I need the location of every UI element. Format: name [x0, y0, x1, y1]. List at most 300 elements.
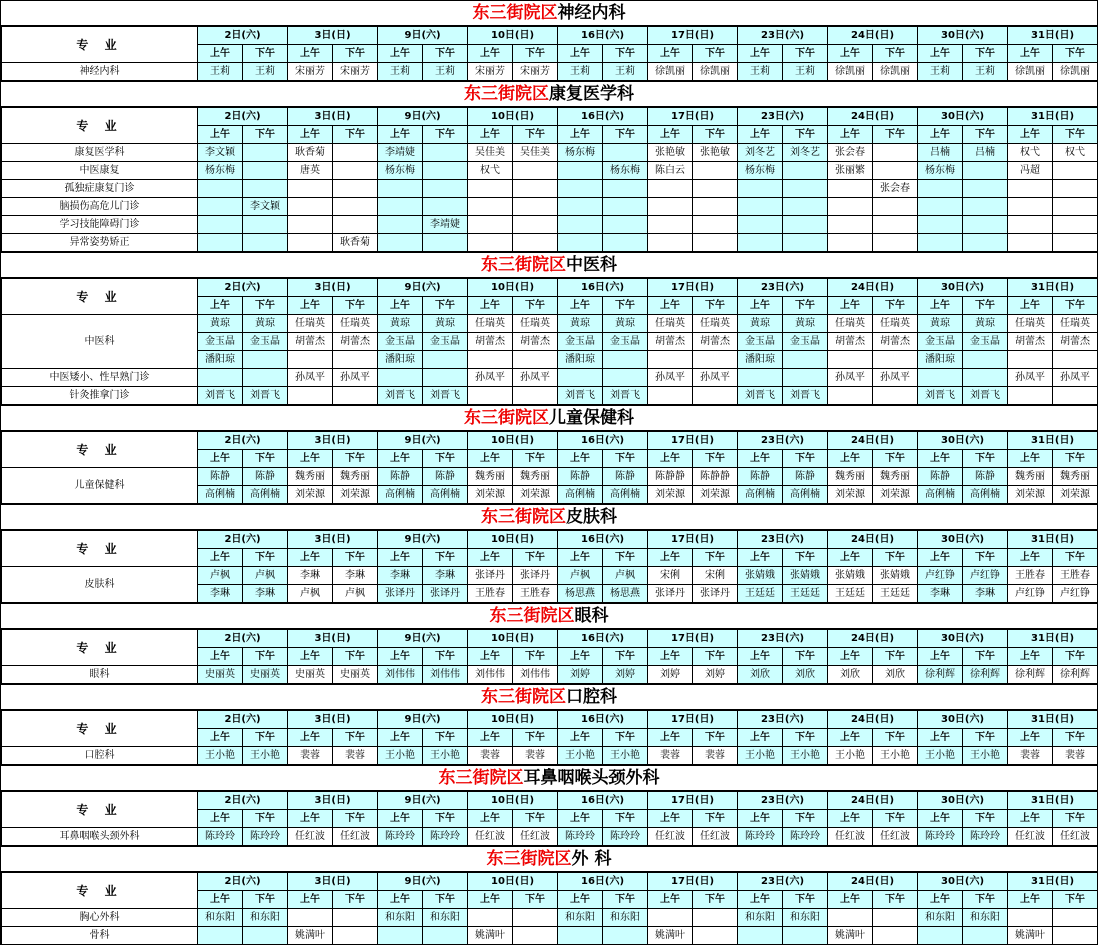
doctor-cell: 宋丽芳 — [333, 63, 378, 81]
doctor-cell — [243, 216, 288, 234]
doctor-cell: 任红波 — [1053, 828, 1098, 846]
department-name: 皮肤科 — [566, 507, 617, 527]
pm-header: 下午 — [783, 810, 828, 828]
doctor-cell: 任红波 — [1008, 828, 1053, 846]
date-header: 2日(六) — [198, 711, 288, 729]
doctor-cell: 王小艳 — [198, 747, 243, 765]
doctor-cell: 宋丽芳 — [513, 63, 558, 81]
am-header: 上午 — [198, 648, 243, 666]
specialty-header: 专 业 — [2, 630, 198, 666]
doctor-cell: 孙凤平 — [828, 369, 873, 387]
date-header: 16日(六) — [558, 27, 648, 45]
doctor-cell: 高俐楠 — [378, 486, 423, 504]
doctor-cell — [783, 351, 828, 369]
doctor-cell: 陈静 — [243, 468, 288, 486]
doctor-cell: 杨东梅 — [378, 162, 423, 180]
schedule-table — [1, 710, 1098, 765]
doctor-cell: 姚满叶 — [468, 927, 513, 945]
pm-header: 下午 — [873, 450, 918, 468]
doctor-cell: 宋丽芳 — [288, 63, 333, 81]
doctor-cell: 胡蕾杰 — [468, 333, 513, 351]
doctor-cell: 史丽英 — [198, 666, 243, 684]
department-name: 耳鼻咽喉头颈外科 — [523, 768, 660, 788]
specialty-label: 康复医学科 — [2, 144, 198, 162]
pm-header: 下午 — [513, 648, 558, 666]
am-header: 上午 — [1008, 126, 1053, 144]
am-header: 上午 — [378, 810, 423, 828]
date-header: 31日(日) — [1008, 531, 1098, 549]
date-header: 24日(日) — [828, 630, 918, 648]
date-header: 31日(日) — [1008, 108, 1098, 126]
am-header: 上午 — [828, 891, 873, 909]
campus-name: 东三街院区 — [481, 255, 566, 275]
doctor-cell — [378, 180, 423, 198]
doctor-cell: 刘伟伟 — [378, 666, 423, 684]
pm-header: 下午 — [423, 45, 468, 63]
doctor-cell: 陈静 — [603, 468, 648, 486]
doctor-cell: 李琳 — [288, 567, 333, 585]
am-header: 上午 — [918, 648, 963, 666]
doctor-cell: 姚满叶 — [1008, 927, 1053, 945]
doctor-cell — [333, 351, 378, 369]
date-header-row — [2, 630, 1098, 648]
doctor-cell: 吴佳美 — [468, 144, 513, 162]
doctor-cell — [333, 162, 378, 180]
doctor-cell — [738, 369, 783, 387]
doctor-cell: 陈静静 — [693, 468, 738, 486]
am-header: 上午 — [828, 729, 873, 747]
department-name: 外 科 — [571, 849, 612, 869]
date-header: 30日(六) — [918, 873, 1008, 891]
doctor-cell — [558, 234, 603, 252]
date-header: 17日(日) — [648, 27, 738, 45]
doctor-cell: 和东阳 — [378, 909, 423, 927]
doctor-cell: 刘荣源 — [468, 486, 513, 504]
doctor-cell — [243, 144, 288, 162]
doctor-cell — [648, 909, 693, 927]
section-title — [1, 603, 1097, 629]
doctor-cell: 黄琼 — [963, 315, 1008, 333]
specialty-header: 专 业 — [2, 27, 198, 63]
doctor-cell: 李琳 — [423, 567, 468, 585]
doctor-cell: 孙凤平 — [693, 369, 738, 387]
doctor-cell — [378, 234, 423, 252]
date-header: 9日(六) — [378, 108, 468, 126]
schedule-table — [1, 431, 1098, 504]
date-header: 31日(日) — [1008, 792, 1098, 810]
doctor-cell — [603, 234, 648, 252]
schedule-table — [1, 530, 1098, 603]
doctor-cell: 裴蓉 — [288, 747, 333, 765]
doctor-cell: 孙凤平 — [873, 369, 918, 387]
pm-header: 下午 — [603, 45, 648, 63]
date-header: 3日(日) — [288, 279, 378, 297]
doctor-cell: 王小艳 — [603, 747, 648, 765]
am-header: 上午 — [378, 126, 423, 144]
doctor-cell: 卢枫 — [288, 585, 333, 603]
doctor-cell — [288, 909, 333, 927]
doctor-cell: 李文颖 — [243, 198, 288, 216]
pm-header: 下午 — [1053, 891, 1098, 909]
am-header: 上午 — [558, 648, 603, 666]
specialty-label: 异常姿势矫正 — [2, 234, 198, 252]
doctor-cell: 刘欣 — [783, 666, 828, 684]
doctor-cell: 任红波 — [288, 828, 333, 846]
doctor-cell: 王小艳 — [423, 747, 468, 765]
doctor-cell: 魏秀丽 — [513, 468, 558, 486]
doctor-cell: 吴佳美 — [513, 144, 558, 162]
specialty-label: 针灸推拿门诊 — [2, 387, 198, 405]
pm-header: 下午 — [513, 729, 558, 747]
date-header: 10日(日) — [468, 279, 558, 297]
am-header: 上午 — [828, 648, 873, 666]
pm-header: 下午 — [603, 297, 648, 315]
date-header: 9日(六) — [378, 873, 468, 891]
doctor-cell: 金玉晶 — [558, 333, 603, 351]
section-title — [1, 684, 1097, 710]
pm-header: 下午 — [333, 297, 378, 315]
specialty-label: 神经内科 — [2, 63, 198, 81]
doctor-cell: 卢红铮 — [963, 567, 1008, 585]
schedule-table — [1, 791, 1098, 846]
pm-header: 下午 — [333, 891, 378, 909]
am-header: 上午 — [468, 810, 513, 828]
am-header: 上午 — [468, 450, 513, 468]
doctor-cell — [513, 198, 558, 216]
campus-name: 东三街院区 — [464, 84, 549, 104]
doctor-cell: 李琳 — [963, 585, 1008, 603]
am-header: 上午 — [468, 549, 513, 567]
doctor-cell — [738, 198, 783, 216]
doctor-cell: 高俐楠 — [918, 486, 963, 504]
doctor-cell: 黄琼 — [378, 315, 423, 333]
doctor-cell — [243, 234, 288, 252]
am-header: 上午 — [1008, 450, 1053, 468]
doctor-cell: 杨东梅 — [918, 162, 963, 180]
doctor-cell: 张婧娥 — [783, 567, 828, 585]
date-header: 10日(日) — [468, 792, 558, 810]
date-header: 16日(六) — [558, 792, 648, 810]
date-header: 30日(六) — [918, 432, 1008, 450]
doctor-cell: 张译丹 — [423, 585, 468, 603]
am-header: 上午 — [288, 648, 333, 666]
doctor-cell: 刘冬艺 — [738, 144, 783, 162]
doctor-cell — [513, 927, 558, 945]
pm-header: 下午 — [693, 810, 738, 828]
doctor-cell: 姚满叶 — [828, 927, 873, 945]
pm-header: 下午 — [693, 45, 738, 63]
doctor-cell: 王莉 — [243, 63, 288, 81]
pm-header: 下午 — [963, 810, 1008, 828]
pm-header: 下午 — [603, 648, 648, 666]
am-header: 上午 — [378, 549, 423, 567]
doctor-cell: 胡蕾杰 — [873, 333, 918, 351]
date-header: 3日(日) — [288, 711, 378, 729]
doctor-cell: 王胜春 — [1053, 567, 1098, 585]
pm-header: 下午 — [423, 450, 468, 468]
pm-header: 下午 — [873, 549, 918, 567]
date-header-row — [2, 27, 1098, 45]
doctor-cell — [333, 144, 378, 162]
doctor-cell — [1008, 216, 1053, 234]
doctor-cell — [828, 909, 873, 927]
doctor-cell — [198, 369, 243, 387]
am-header: 上午 — [828, 549, 873, 567]
doctor-cell: 陈静 — [558, 468, 603, 486]
am-header: 上午 — [918, 45, 963, 63]
doctor-cell: 刘荣源 — [648, 486, 693, 504]
doctor-cell: 张译丹 — [693, 585, 738, 603]
doctor-cell: 王莉 — [963, 63, 1008, 81]
doctor-cell: 徐利辉 — [1053, 666, 1098, 684]
doctor-cell — [198, 234, 243, 252]
section-title — [1, 504, 1097, 530]
doctor-cell: 宋丽芳 — [468, 63, 513, 81]
pm-header: 下午 — [1053, 450, 1098, 468]
date-header: 10日(日) — [468, 873, 558, 891]
table-row — [2, 747, 1098, 765]
table-row — [2, 369, 1098, 387]
doctor-cell: 和东阳 — [423, 909, 468, 927]
doctor-cell — [513, 216, 558, 234]
doctor-cell: 任红波 — [648, 828, 693, 846]
table-row — [2, 63, 1098, 81]
doctor-cell: 黄琼 — [198, 315, 243, 333]
doctor-cell: 高俐楠 — [198, 486, 243, 504]
am-header: 上午 — [918, 810, 963, 828]
doctor-cell — [873, 216, 918, 234]
am-header: 上午 — [918, 729, 963, 747]
doctor-cell: 潘阳琼 — [198, 351, 243, 369]
am-header: 上午 — [1008, 45, 1053, 63]
section-title — [1, 81, 1097, 107]
doctor-cell — [873, 909, 918, 927]
doctor-cell: 王胜春 — [468, 585, 513, 603]
doctor-cell: 王莉 — [918, 63, 963, 81]
campus-name: 东三街院区 — [481, 507, 566, 527]
am-header: 上午 — [558, 549, 603, 567]
doctor-cell: 张译丹 — [648, 585, 693, 603]
pm-header: 下午 — [513, 297, 558, 315]
date-header: 2日(六) — [198, 792, 288, 810]
doctor-cell — [828, 198, 873, 216]
pm-header: 下午 — [603, 891, 648, 909]
campus-name: 东三街院区 — [472, 3, 558, 23]
doctor-cell: 刘晋飞 — [963, 387, 1008, 405]
pm-header: 下午 — [333, 450, 378, 468]
pm-header: 下午 — [963, 729, 1008, 747]
doctor-cell: 刘荣源 — [333, 486, 378, 504]
doctor-cell — [918, 216, 963, 234]
pm-header: 下午 — [243, 810, 288, 828]
am-header: 上午 — [198, 126, 243, 144]
doctor-cell — [468, 351, 513, 369]
doctor-cell — [468, 234, 513, 252]
doctor-cell — [468, 216, 513, 234]
doctor-cell — [648, 198, 693, 216]
doctor-cell — [693, 351, 738, 369]
pm-header: 下午 — [513, 450, 558, 468]
doctor-cell: 潘阳琼 — [378, 351, 423, 369]
doctor-cell — [648, 387, 693, 405]
doctor-cell: 王莉 — [603, 63, 648, 81]
pm-header: 下午 — [1053, 126, 1098, 144]
doctor-cell: 任瑞英 — [873, 315, 918, 333]
date-header: 23日(六) — [738, 531, 828, 549]
doctor-cell — [693, 198, 738, 216]
doctor-cell: 金玉晶 — [738, 333, 783, 351]
date-header-row — [2, 108, 1098, 126]
date-header: 3日(日) — [288, 432, 378, 450]
doctor-cell: 王小艳 — [828, 747, 873, 765]
doctor-cell — [558, 180, 603, 198]
pm-header: 下午 — [243, 549, 288, 567]
table-row — [2, 234, 1098, 252]
doctor-cell: 金玉晶 — [378, 333, 423, 351]
doctor-cell: 陈静 — [198, 468, 243, 486]
doctor-cell: 徐凯丽 — [873, 63, 918, 81]
am-header: 上午 — [288, 810, 333, 828]
am-header: 上午 — [1008, 549, 1053, 567]
doctor-cell — [918, 180, 963, 198]
pm-header: 下午 — [423, 891, 468, 909]
doctor-cell — [693, 234, 738, 252]
am-header: 上午 — [738, 297, 783, 315]
doctor-cell — [288, 351, 333, 369]
doctor-cell: 刘婷 — [648, 666, 693, 684]
date-header: 2日(六) — [198, 108, 288, 126]
doctor-cell: 任瑞英 — [828, 315, 873, 333]
specialty-header: 专 业 — [2, 432, 198, 468]
doctor-cell: 任红波 — [693, 828, 738, 846]
section-title — [1, 765, 1097, 791]
pm-header: 下午 — [873, 45, 918, 63]
doctor-cell — [423, 927, 468, 945]
date-header: 24日(日) — [828, 279, 918, 297]
doctor-cell — [378, 369, 423, 387]
doctor-cell — [333, 216, 378, 234]
pm-header: 下午 — [333, 549, 378, 567]
doctor-cell: 魏秀丽 — [873, 468, 918, 486]
am-header: 上午 — [198, 729, 243, 747]
pm-header: 下午 — [243, 729, 288, 747]
doctor-cell: 张丽繁 — [828, 162, 873, 180]
am-header: 上午 — [918, 126, 963, 144]
am-header: 上午 — [828, 45, 873, 63]
date-header: 30日(六) — [918, 279, 1008, 297]
pm-header: 下午 — [963, 126, 1008, 144]
doctor-cell: 卢枫 — [603, 567, 648, 585]
doctor-cell — [468, 387, 513, 405]
doctor-cell: 潘阳琼 — [738, 351, 783, 369]
doctor-cell: 史丽英 — [333, 666, 378, 684]
doctor-cell: 徐凯丽 — [693, 63, 738, 81]
doctor-cell — [783, 234, 828, 252]
doctor-cell — [423, 162, 468, 180]
doctor-cell — [513, 162, 558, 180]
am-header: 上午 — [648, 891, 693, 909]
date-header: 24日(日) — [828, 108, 918, 126]
doctor-cell: 刘荣源 — [828, 486, 873, 504]
doctor-cell — [1053, 351, 1098, 369]
doctor-cell: 高俐楠 — [243, 486, 288, 504]
specialty-header: 专 业 — [2, 108, 198, 144]
doctor-cell — [1008, 180, 1053, 198]
doctor-cell: 张会春 — [873, 180, 918, 198]
doctor-cell: 和东阳 — [963, 909, 1008, 927]
doctor-cell: 张译丹 — [513, 567, 558, 585]
specialty-label: 中医科 — [2, 315, 198, 369]
specialty-label: 孤独症康复门诊 — [2, 180, 198, 198]
date-header: 24日(日) — [828, 27, 918, 45]
pm-header: 下午 — [423, 126, 468, 144]
date-header: 23日(六) — [738, 27, 828, 45]
am-header: 上午 — [198, 45, 243, 63]
doctor-cell: 魏秀丽 — [828, 468, 873, 486]
am-header: 上午 — [738, 126, 783, 144]
doctor-cell — [873, 927, 918, 945]
doctor-cell — [603, 198, 648, 216]
doctor-cell — [918, 198, 963, 216]
date-header: 31日(日) — [1008, 630, 1098, 648]
specialty-header: 专 业 — [2, 531, 198, 567]
doctor-cell: 王小艳 — [873, 747, 918, 765]
am-header: 上午 — [198, 549, 243, 567]
am-header: 上午 — [468, 648, 513, 666]
doctor-cell: 裴蓉 — [468, 747, 513, 765]
doctor-cell — [963, 216, 1008, 234]
doctor-cell — [513, 909, 558, 927]
am-header: 上午 — [288, 549, 333, 567]
doctor-cell: 孙凤平 — [513, 369, 558, 387]
doctor-cell: 裴蓉 — [1008, 747, 1053, 765]
doctor-cell — [468, 909, 513, 927]
pm-header: 下午 — [603, 549, 648, 567]
pm-header: 下午 — [1053, 549, 1098, 567]
doctor-cell: 陈静 — [738, 468, 783, 486]
table-row — [2, 315, 1098, 333]
doctor-cell: 刘婷 — [558, 666, 603, 684]
doctor-cell: 刘荣源 — [873, 486, 918, 504]
doctor-cell: 张译丹 — [468, 567, 513, 585]
doctor-cell: 李琳 — [243, 585, 288, 603]
doctor-cell: 徐利辉 — [1008, 666, 1053, 684]
doctor-cell: 陈白云 — [648, 162, 693, 180]
date-header-row — [2, 279, 1098, 297]
doctor-cell: 李琳 — [378, 567, 423, 585]
date-header: 2日(六) — [198, 873, 288, 891]
pm-header: 下午 — [1053, 729, 1098, 747]
date-header: 16日(六) — [558, 531, 648, 549]
doctor-cell — [738, 180, 783, 198]
pm-header: 下午 — [423, 810, 468, 828]
doctor-cell: 杨思燕 — [603, 585, 648, 603]
doctor-cell: 刘荣源 — [288, 486, 333, 504]
doctor-cell: 卢枫 — [558, 567, 603, 585]
date-header: 2日(六) — [198, 27, 288, 45]
doctor-cell: 杨东梅 — [738, 162, 783, 180]
campus-name: 东三街院区 — [464, 408, 549, 428]
pm-header: 下午 — [603, 729, 648, 747]
department-name: 神经内科 — [557, 3, 626, 23]
doctor-cell: 魏秀丽 — [288, 468, 333, 486]
doctor-cell: 刘欣 — [828, 666, 873, 684]
pm-header: 下午 — [693, 891, 738, 909]
doctor-cell: 陈玲玲 — [198, 828, 243, 846]
doctor-cell: 刘晋飞 — [603, 387, 648, 405]
pm-header: 下午 — [693, 450, 738, 468]
am-header: 上午 — [198, 891, 243, 909]
